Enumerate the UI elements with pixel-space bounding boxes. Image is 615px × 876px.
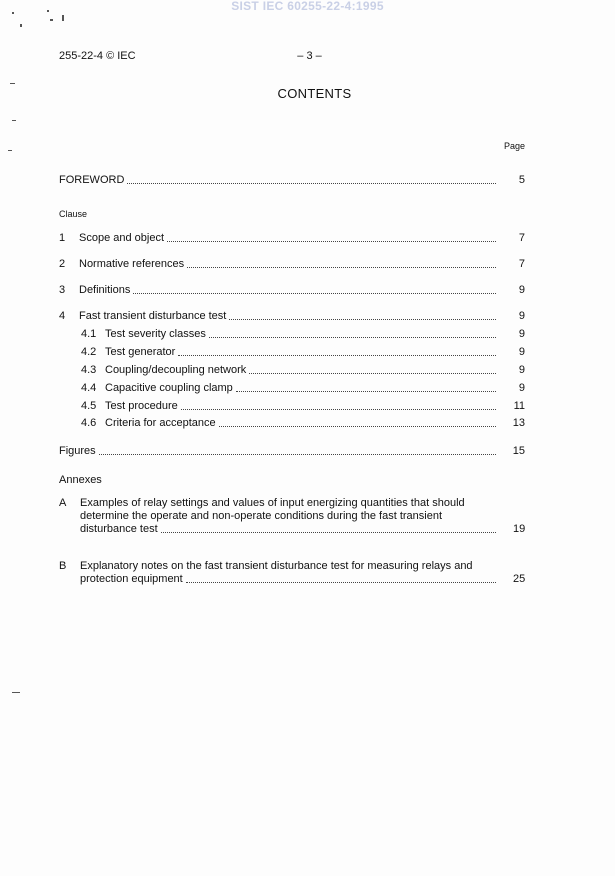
annex-title-line: protection equipment	[80, 573, 183, 585]
annex-title-line: disturbance test	[80, 523, 158, 535]
header-left: 255-22-4 © IEC	[59, 50, 136, 62]
dot-leader	[219, 425, 496, 427]
toc-entry-page: 7	[518, 232, 525, 244]
toc-entry-page: 9	[518, 284, 525, 296]
toc-entry-page: 9	[518, 346, 525, 358]
toc-entry-page: 11	[513, 400, 525, 412]
toc-entry-title: Capacitive coupling clamp	[105, 382, 233, 394]
dot-leader	[236, 390, 496, 392]
scan-speck	[20, 24, 22, 27]
toc-entry-subclause-4-4[interactable]	[81, 382, 525, 395]
toc-entry-clause-1[interactable]	[59, 232, 525, 245]
scan-speck	[12, 12, 14, 14]
annex-letter: B	[59, 560, 67, 572]
toc-entry-clause-2[interactable]	[59, 258, 525, 271]
toc-entry-title: Criteria for acceptance	[105, 417, 216, 429]
toc-entry-number: 4	[59, 310, 66, 322]
toc-entry-subclause-4-2[interactable]	[81, 346, 525, 359]
dot-leader	[229, 318, 496, 320]
toc-entry-foreword[interactable]	[59, 174, 525, 187]
page-column-label: Page	[504, 141, 526, 151]
header-page-number: – 3 –	[297, 50, 322, 62]
watermark: SIST IEC 60255-22-4:1995	[231, 0, 384, 13]
dot-leader	[178, 354, 496, 356]
dot-leader	[127, 182, 496, 184]
toc-entry-annex-a[interactable]	[80, 497, 499, 536]
toc-entry-page: 9	[518, 364, 525, 376]
toc-entry-title: Definitions	[79, 284, 131, 296]
toc-entry-title: Test procedure	[105, 400, 178, 412]
annex-title-line: Examples of relay settings and values of input energizing quantities that should	[80, 497, 465, 509]
toc-entry-page: 25	[513, 573, 526, 585]
toc-entry-number: 4.6	[81, 417, 97, 429]
toc-entry-page: 7	[518, 258, 525, 270]
contents-title: CONTENTS	[277, 86, 352, 101]
toc-entry-subclause-4-6[interactable]	[81, 417, 525, 430]
toc-entry-clause-4[interactable]	[59, 310, 525, 323]
toc-entry-title: Test generator	[105, 346, 176, 358]
toc-entry-page: 15	[512, 445, 525, 457]
toc-entry-subclause-4-3[interactable]	[81, 364, 525, 377]
annexes-label: Annexes	[59, 474, 102, 486]
toc-entry-title: Test severity classes	[105, 328, 206, 340]
toc-entry-page: 19	[513, 523, 526, 535]
dot-leader	[186, 581, 496, 583]
toc-entry-number: 4.4	[81, 382, 97, 394]
toc-entry-page: 5	[518, 174, 525, 186]
toc-entry-page: 9	[518, 310, 525, 322]
dot-leader	[99, 453, 496, 455]
toc-entry-number: 2	[59, 258, 66, 270]
toc-entry-page: 13	[512, 417, 525, 429]
toc-entry-page: 9	[518, 382, 525, 394]
dot-leader	[181, 408, 496, 410]
toc-entry-page: 9	[518, 328, 525, 340]
toc-entry-number: 1	[59, 232, 66, 244]
scan-speck	[10, 83, 15, 84]
annex-title-line: determine the operate and non-operate conditions during the fast transient	[80, 510, 443, 522]
dot-leader	[187, 266, 496, 268]
toc-entry-title: Fast transient disturbance test	[79, 310, 227, 322]
scan-speck	[62, 15, 64, 21]
annex-title-line: Explanatory notes on the fast transient disturbance test for measuring relays and	[80, 560, 473, 572]
toc-entry-number: 4.5	[81, 400, 97, 412]
dot-leader	[209, 336, 496, 338]
scan-speck	[12, 120, 16, 121]
toc-entry-title: FOREWORD	[59, 174, 125, 186]
toc-entry-title: Coupling/decoupling network	[105, 364, 247, 376]
toc-entry-annex-b[interactable]	[80, 560, 499, 586]
scan-speck	[8, 150, 12, 151]
toc-entry-number: 4.3	[81, 364, 97, 376]
scan-speck	[50, 19, 53, 21]
scan-speck	[12, 692, 20, 693]
toc-entry-title: Scope and object	[79, 232, 165, 244]
toc-entry-subclause-4-1[interactable]	[81, 328, 525, 341]
toc-entry-title: Normative references	[79, 258, 185, 270]
toc-entry-clause-3[interactable]	[59, 284, 525, 297]
scan-speck	[47, 10, 49, 12]
toc-entry-title: Figures	[59, 445, 96, 457]
toc-entry-number: 3	[59, 284, 66, 296]
dot-leader	[249, 372, 496, 374]
toc-entry-number: 4.1	[81, 328, 97, 340]
toc-entry-number: 4.2	[81, 346, 97, 358]
toc-entry-subclause-4-5[interactable]	[81, 400, 525, 413]
clause-column-label: Clause	[59, 209, 88, 219]
dot-leader	[161, 531, 496, 533]
toc-entry-figures[interactable]	[59, 445, 525, 458]
dot-leader	[133, 292, 496, 294]
dot-leader	[167, 240, 496, 242]
annex-letter: A	[59, 497, 67, 509]
